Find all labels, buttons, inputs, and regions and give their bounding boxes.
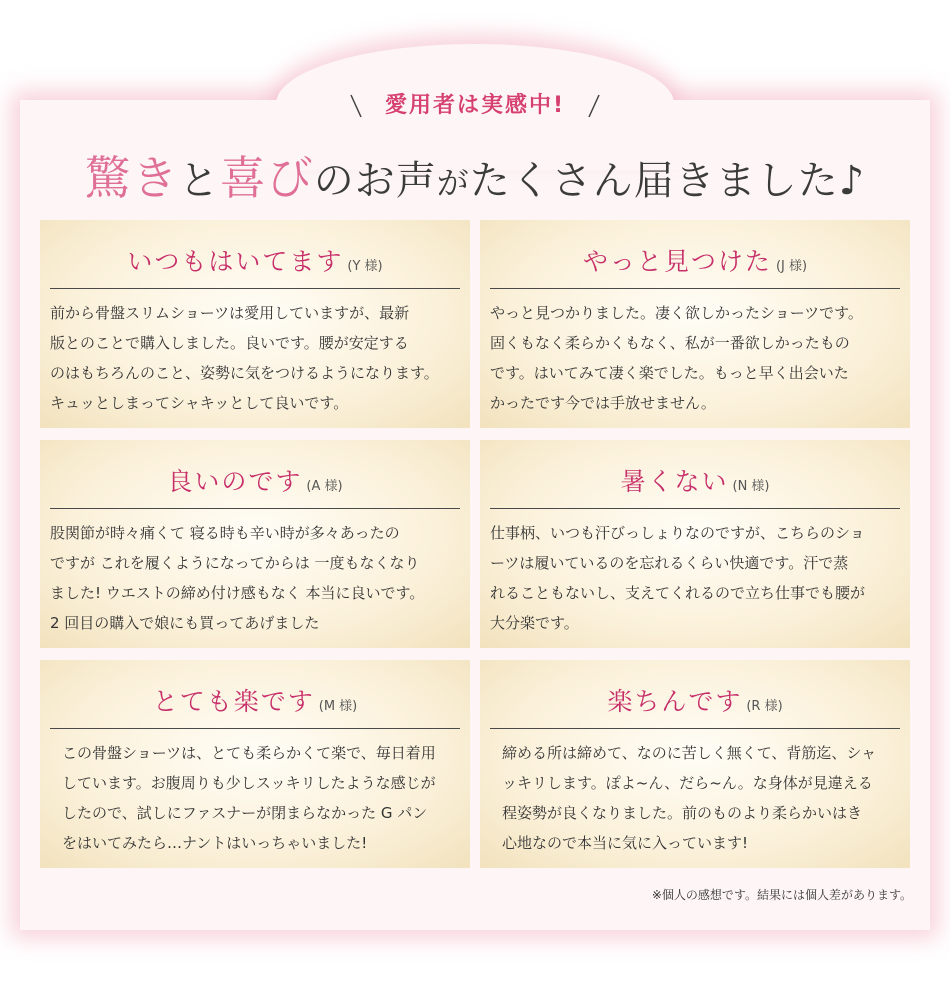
body-line: 仕事柄、いつも汗びっしょりなのですが、こちらのショ — [490, 524, 865, 542]
testimonial-card — [480, 220, 910, 428]
headline-part3: 喜び — [219, 151, 314, 205]
body-line: れることもないし、支えてくれるので立ち仕事でも腰が — [490, 584, 866, 602]
banner-label-text: 愛用者は実感中! — [384, 93, 566, 118]
body-line: 程姿勢が良くなりました。前のものより柔らかいはき — [502, 804, 863, 822]
testimonial-card — [40, 660, 470, 868]
testimonial-title — [480, 242, 910, 278]
body-line: 股関節が時々痛くて 寝る時も辛い時が多々あったの — [50, 524, 400, 542]
testimonial-card — [40, 440, 470, 648]
body-line: をはいてみたら…ナントはいっちゃいました! — [62, 834, 368, 852]
testimonial-title — [480, 682, 910, 718]
testimonial-title-text: 良いのです — [167, 467, 303, 496]
body-line: のはもちろんのこと、姿勢に気をつけるようになります。 — [50, 364, 439, 382]
body-line: 版とのことで購入しました。良いです。腰が安定する — [50, 334, 409, 352]
testimonial-title-text: 楽ちんです — [607, 687, 743, 716]
divider — [490, 728, 900, 729]
testimonial-card — [480, 660, 910, 868]
testimonial-title — [480, 462, 910, 498]
divider — [50, 728, 460, 729]
body-line: 前から骨盤スリムショーツは愛用していますが、最新 — [50, 304, 410, 322]
body-line: したので、試しにファスナーが閉まらなかった G パン — [62, 804, 428, 822]
headline — [0, 142, 950, 208]
customer-name: (N 様) — [732, 479, 770, 494]
right-slash-icon — [587, 91, 601, 121]
headline-part4: のお声 — [313, 158, 437, 204]
testimonial-card — [480, 440, 910, 648]
testimonial-title — [40, 682, 470, 718]
body-line: キュッとしまってシャキッとして良いです。 — [50, 394, 349, 412]
body-line: 2 回目の購入で娘にも買ってあげました — [50, 614, 320, 632]
testimonial-title-text: とても楽です — [152, 687, 315, 716]
headline-part5: が — [436, 164, 470, 202]
headline-part1: 驚き — [84, 151, 179, 205]
customer-name: (M 様) — [318, 699, 358, 714]
testimonial-body — [490, 518, 902, 638]
body-line: ました! ウエストの締め付け感もなく 本当に良いです。 — [50, 584, 425, 602]
body-line: かったです今では手放せません。 — [490, 394, 716, 412]
customer-name: (R 様) — [746, 699, 783, 714]
testimonial-title — [40, 462, 470, 498]
testimonial-body — [502, 738, 902, 858]
testimonial-title — [40, 242, 470, 278]
divider — [490, 508, 900, 509]
body-line: ッキリします。ぽよ~ん、だら~ん。な身体が見違える — [502, 774, 873, 792]
body-line: です。はいてみて凄く楽でした。もっと早く出会いた — [490, 364, 849, 382]
headline-part2: と — [178, 158, 220, 204]
customer-name: (A 様) — [306, 479, 343, 494]
divider — [50, 508, 460, 509]
body-line: ですが これを履くようになってからは 一度もなくなり — [50, 554, 420, 572]
body-line: やっと見つかりました。凄く欲しかったショーツです。 — [490, 304, 863, 322]
body-line: 大分楽です。 — [490, 614, 579, 632]
testimonial-card — [40, 220, 470, 428]
body-line: しています。お腹周りも少しスッキリしたような感じが — [62, 774, 436, 792]
disclaimer-note: ※個人の感想です。結果には個人差があります。 — [651, 888, 912, 902]
body-line: 心地なので本当に気に入っています! — [502, 834, 749, 852]
body-line: ーツは履いているのを忘れるくらい快適です。汗で蒸 — [490, 554, 849, 572]
body-line: この骨盤ショーツは、とても柔らかくて楽で、毎日着用 — [62, 744, 436, 762]
body-line: 固くもなく柔らかくもなく、私が一番欲しかったもの — [490, 334, 850, 352]
testimonial-title-text: いつもはいてます — [127, 247, 344, 276]
divider — [50, 288, 460, 289]
body-line: 締める所は締めて、なのに苦しく無くて、背筋迄、シャ — [502, 744, 877, 762]
headline-part6: たくさん届きました♪ — [469, 158, 866, 204]
testimonial-body — [62, 738, 462, 858]
left-slash-icon — [349, 91, 363, 121]
divider — [490, 288, 900, 289]
customer-name: (Y 様) — [347, 259, 383, 274]
testimonial-title-text: 暑くない — [620, 467, 729, 496]
customer-name: (J 様) — [775, 259, 808, 274]
banner-label — [0, 88, 950, 121]
testimonial-body — [490, 298, 902, 418]
testimonial-body — [50, 518, 462, 638]
testimonial-body — [50, 298, 462, 418]
testimonial-title-text: やっと見つけた — [582, 247, 772, 276]
